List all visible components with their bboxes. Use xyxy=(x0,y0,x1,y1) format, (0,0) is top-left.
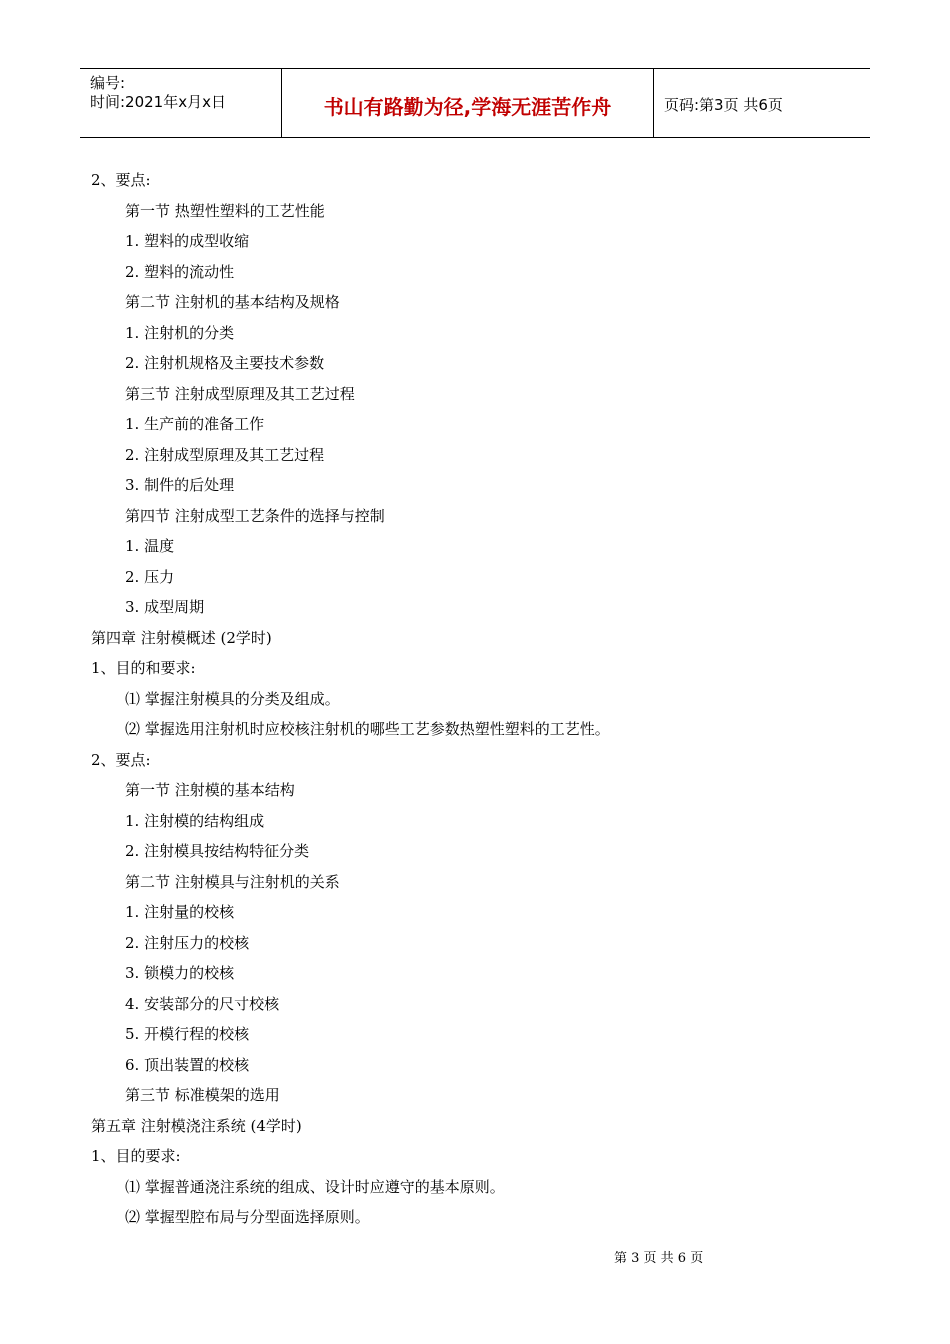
outline-item: ⑴ 掌握注射模具的分类及组成。 xyxy=(125,690,340,708)
outline-item: 4. 安装部分的尺寸校核 xyxy=(125,995,280,1013)
outline-item: 2. 压力 xyxy=(125,568,175,586)
outline-item: 第二节 注射模具与注射机的关系 xyxy=(125,873,340,891)
section-heading: 第五章 注射模浇注系统 (4学时) xyxy=(91,1117,302,1135)
outline-item: 2. 注射机规格及主要技术参数 xyxy=(125,354,325,372)
outline-item: 第四节 注射成型工艺条件的选择与控制 xyxy=(125,507,385,525)
outline-item: 3. 制件的后处理 xyxy=(125,476,235,494)
outline-item: ⑵ 掌握型腔布局与分型面选择原则。 xyxy=(125,1208,370,1226)
section-heading: 1、目的和要求: xyxy=(91,659,196,677)
section-heading: 第四章 注射模概述 (2学时) xyxy=(91,629,272,647)
outline-item: 第三节 注射成型原理及其工艺过程 xyxy=(125,385,355,403)
outline-item: 5. 开模行程的校核 xyxy=(125,1025,250,1043)
outline-item: 1. 注射模的结构组成 xyxy=(125,812,265,830)
outline-item: 1. 生产前的准备工作 xyxy=(125,415,265,433)
outline-item: ⑵ 掌握选用注射机时应校核注射机的哪些工艺参数热塑性塑料的工艺性。 xyxy=(125,720,610,738)
header-motto: 书山有路勤为径,学海无涯苦作舟 xyxy=(323,95,612,119)
outline-item: 1. 温度 xyxy=(125,537,175,555)
outline-item: 1. 注射量的校核 xyxy=(125,903,235,921)
section-heading: 2、要点: xyxy=(91,171,151,189)
section-heading: 2、要点: xyxy=(91,751,151,769)
outline-item: 第三节 标准模架的选用 xyxy=(125,1086,280,1104)
document-date-label: 时间:2021年x月x日 xyxy=(90,93,226,111)
header-motto-cell xyxy=(282,69,654,137)
outline-item: 2. 塑料的流动性 xyxy=(125,263,235,281)
document-number-label: 编号: xyxy=(90,74,126,92)
outline-item: 第一节 注射模的基本结构 xyxy=(125,781,295,799)
outline-item: 1. 塑料的成型收缩 xyxy=(125,232,250,250)
outline-item: 6. 顶出装置的校核 xyxy=(125,1056,250,1074)
outline-item: 1. 注射机的分类 xyxy=(125,324,235,342)
header-page-cell xyxy=(654,69,870,137)
page-header xyxy=(80,68,870,138)
outline-item: 3. 锁模力的校核 xyxy=(125,964,235,982)
outline-item: 2. 注射压力的校核 xyxy=(125,934,250,952)
section-heading: 1、目的要求: xyxy=(91,1147,181,1165)
outline-item: 2. 注射成型原理及其工艺过程 xyxy=(125,446,325,464)
outline-item: 3. 成型周期 xyxy=(125,598,205,616)
header-info-cell xyxy=(80,69,282,137)
outline-item: 第二节 注射机的基本结构及规格 xyxy=(125,293,340,311)
outline-item: ⑴ 掌握普通浇注系统的组成、设计时应遵守的基本原则。 xyxy=(125,1178,505,1196)
outline-item: 2. 注射模具按结构特征分类 xyxy=(125,842,310,860)
header-page-info: 页码:第3页 共6页 xyxy=(664,96,783,114)
page-footer: 第 3 页 共 6 页 xyxy=(614,1251,704,1266)
outline-item: 第一节 热塑性塑料的工艺性能 xyxy=(125,202,325,220)
